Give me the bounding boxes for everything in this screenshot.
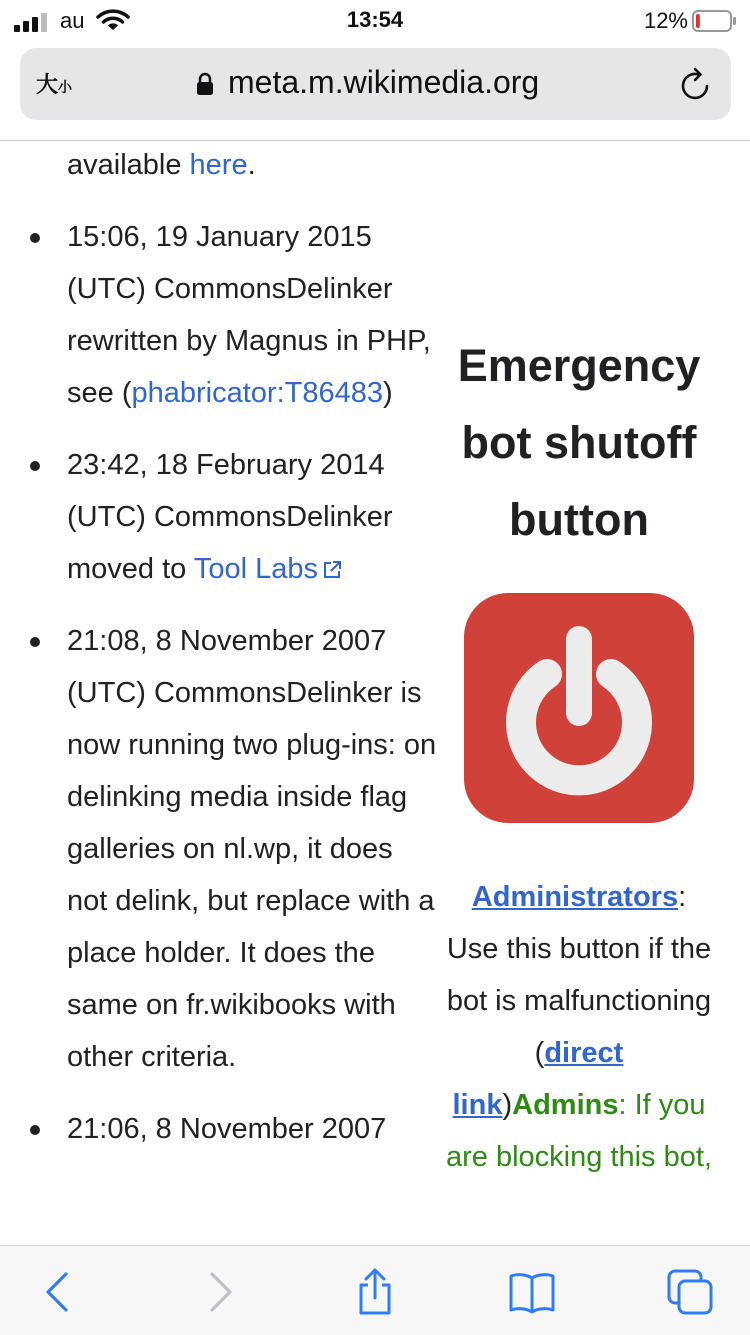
direct-link[interactable]: direct link	[452, 1037, 624, 1121]
external-link-icon	[322, 560, 342, 580]
power-icon	[464, 593, 694, 823]
history-list	[0, 211, 440, 1175]
status-time: 13:54	[346, 7, 404, 32]
tabs-icon[interactable]	[666, 1268, 714, 1316]
phabricator-link[interactable]: phabricator:T86483	[131, 377, 383, 409]
forward-icon[interactable]	[196, 1268, 244, 1316]
share-icon[interactable]	[351, 1268, 399, 1316]
lock-icon	[196, 72, 214, 96]
list-item: 23:42, 18 February 2014 (UTC) CommonsDelinker moved to Tool Labs	[0, 439, 440, 595]
battery-icon	[692, 10, 736, 32]
list-item: 21:08, 8 November 2007 (UTC) CommonsDelinker is now running two plug-ins: on delinking media inside flag galleries on nl.wp, it does not delink, but replace with a place holder. It does the same on fr.wikibooks with other criteria.	[0, 615, 440, 1083]
page-content	[0, 141, 750, 1245]
carrier-name: au	[60, 8, 85, 33]
administrators-link[interactable]: Administrators	[471, 881, 679, 913]
address-bar[interactable]	[20, 48, 731, 120]
bookmarks-icon[interactable]	[508, 1268, 556, 1316]
tool-labs-link[interactable]: Tool Labs	[194, 553, 342, 585]
status-bar	[0, 0, 750, 44]
emergency-shutoff-button[interactable]	[464, 593, 694, 823]
shutoff-title: Emergency bot shutoff button	[457, 340, 701, 545]
list-item: 21:06, 8 November 2007	[0, 1103, 440, 1155]
reload-icon[interactable]	[679, 66, 713, 102]
list-item: 15:06, 19 January 2015 (UTC) CommonsDelinker rewritten by Magnus in PHP, see (phabricator:T86483)	[0, 211, 440, 419]
admins-note: Admins: If you are blocking this bot,	[446, 1089, 712, 1173]
text-fragment: available here.	[67, 149, 256, 181]
url-field[interactable]: meta.m.wikimedia.org	[228, 64, 540, 100]
battery-percent: 12%	[643, 8, 688, 33]
here-link[interactable]: here	[189, 149, 248, 181]
browser-toolbar	[0, 1245, 750, 1335]
back-icon[interactable]	[34, 1268, 82, 1316]
shutoff-instructions: Administrators: Use this button if the bot is malfunctioning (direct link)Admins: If you are blocking this bot,	[446, 881, 712, 1173]
text-size-button[interactable]: 大小	[36, 72, 73, 97]
